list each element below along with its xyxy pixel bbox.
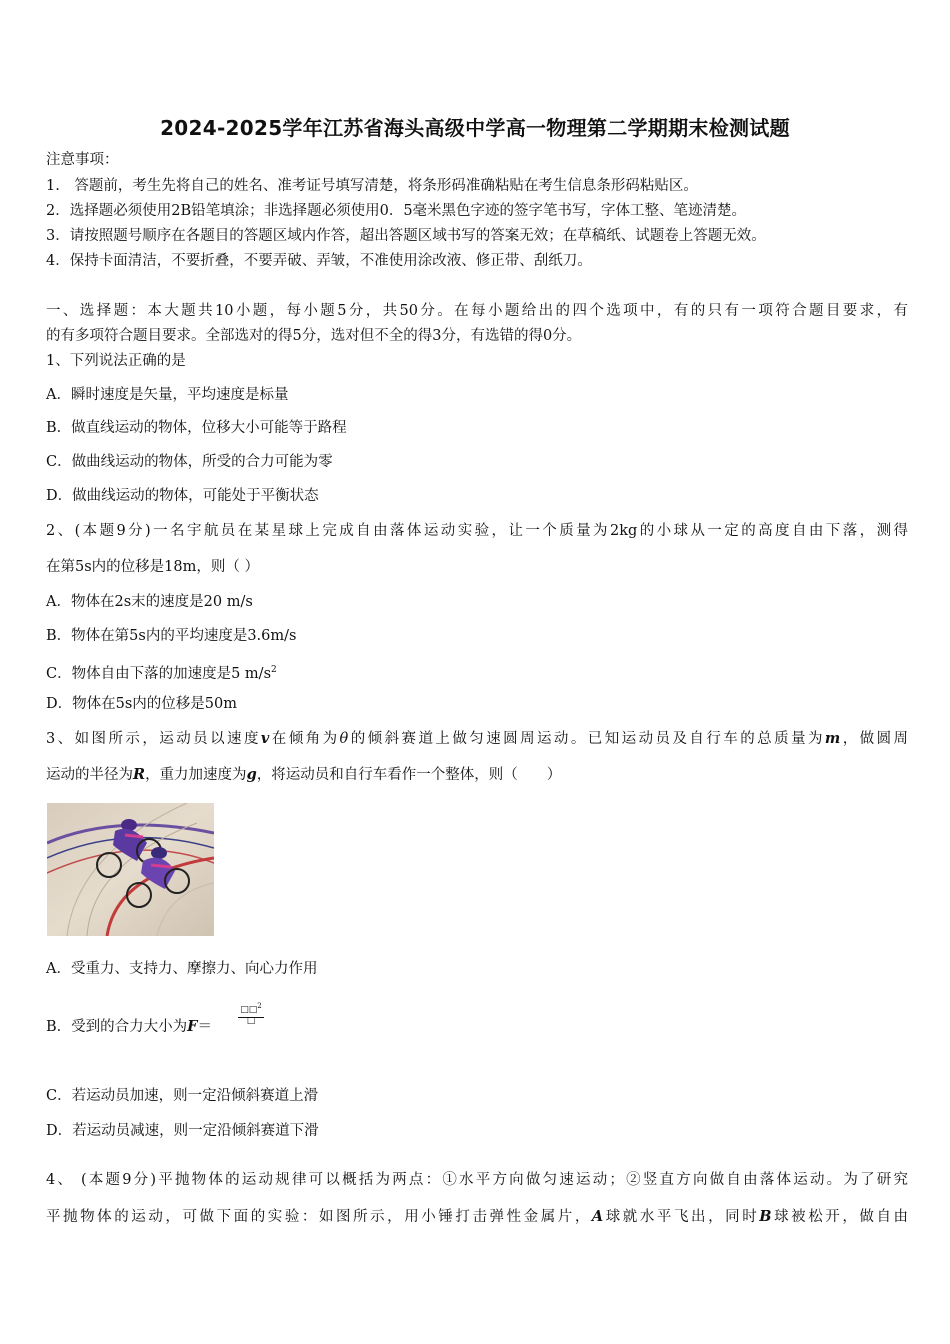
q1-option-a[interactable]: A．瞬时速度是矢量，平均速度是标量 <box>46 387 289 403</box>
q2-stem-line-2: 在第5s内的位移是18m，则（ ） <box>46 559 259 575</box>
q3-option-b-text: B．受到的合力大小为 <box>46 1019 188 1035</box>
var-f: F <box>187 1018 198 1035</box>
q3-option-c[interactable]: C．若运动员加速，则一定沿倾斜赛道上滑 <box>46 1088 319 1104</box>
q3-stem-text: 3、如图所示，运动员以速度 <box>46 731 261 747</box>
q1-option-d[interactable]: D．做曲线运动的物体，可能处于平衡状态 <box>46 488 319 504</box>
q2-stem-line-1: 2、(本题9分)一名宇航员在某星球上完成自由落体运动实验，让一个质量为2kg的小球从一定的高度自由下落，测得 <box>46 523 908 539</box>
q4-stem-line-2 <box>46 1207 908 1227</box>
q1-stem: 1、下列说法正确的是 <box>46 353 186 369</box>
cyclists-photo <box>47 803 214 936</box>
page-title: 2024-2025学年江苏省海头高级中学高一物理第二学期期末检测试题 <box>160 116 790 140</box>
q1-option-b[interactable]: B．做直线运动的物体，位移大小可能等于路程 <box>46 420 347 436</box>
q3-option-b[interactable] <box>46 1017 908 1037</box>
q2-option-a[interactable]: A．物体在2s末的速度是20 m/s <box>46 594 253 610</box>
q3-stem-text: ，将运动员和自行车看作一个整体，则（ ） <box>256 767 562 783</box>
q1-option-c[interactable]: C．做曲线运动的物体，所受的合力可能为零 <box>46 454 333 470</box>
var-theta: θ <box>339 731 349 747</box>
q3-option-a[interactable]: A．受重力、支持力、摩擦力、向心力作用 <box>46 961 318 977</box>
q3-stem-text: ，做圆周 <box>840 731 909 747</box>
q2-option-c[interactable] <box>46 660 908 684</box>
q2-option-b[interactable]: B．物体在第5s内的平均速度是3.6m/s <box>46 628 297 644</box>
q3-stem-line-2 <box>46 765 908 785</box>
var-v: v <box>260 730 270 747</box>
var-a: A <box>591 1208 604 1225</box>
q2-option-d[interactable]: D．物体在5s内的位移是50m <box>46 696 237 712</box>
q2-option-c-text: C．物体自由下落的加速度是5 m/s <box>46 666 272 682</box>
var-b: B <box>759 1208 772 1225</box>
notice-heading: 注意事项： <box>46 152 119 168</box>
section-instructions-line-2: 的有多项符合题目要求。全部选对的得5分，选对但不全的得3分，有选错的得0分。 <box>46 328 582 344</box>
section-instructions-line-1: 一、选择题：本大题共10小题，每小题5分，共50分。在每小题给出的四个选项中，有的只有一项符合题目要求，有 <box>46 303 908 319</box>
q3-stem-line-1 <box>46 729 908 749</box>
q4-stem-text: 平抛物体的运动，可做下面的实验：如图所示，用小锤打击弹性金属片， <box>46 1209 592 1225</box>
q3-stem-text: 运动的半径为 <box>46 767 133 783</box>
q3-stem-text: 的倾斜赛道上做匀速圆周运动。已知运动员及自行车的总质量为 <box>348 731 825 747</box>
q3-stem-text: 在倾角为 <box>269 731 340 747</box>
equals-sign: ＝ <box>197 1019 212 1035</box>
fraction-formula <box>238 1001 264 1031</box>
velodrome-illustration <box>47 803 214 936</box>
q3-option-d[interactable]: D．若运动员减速，则一定沿倾斜赛道下滑 <box>46 1123 319 1139</box>
q4-stem-text: 球被松开，做自由 <box>771 1209 909 1225</box>
q3-stem-text: ，重力加速度为 <box>145 767 247 783</box>
q4-stem-line-1: 4、 (本题9分)平抛物体的运动规律可以概括为两点：①水平方向做匀速运动；②竖直方向做自由落体运动。为了研究 <box>46 1172 908 1188</box>
notice-item-3: 3．请按照题号顺序在各题目的答题区域内作答，超出答题区域书写的答案无效；在草稿纸、试题卷上答题无效。 <box>46 228 766 244</box>
notice-item-2: 2．选择题必须使用2B铅笔填涂；非选择题必须使用0．5毫米黑色字迹的签字笔书写，字体工整、笔迹清楚。 <box>46 203 747 219</box>
q2-option-c-superscript: 2 <box>271 665 277 675</box>
numerator-exponent: 2 <box>257 1002 262 1010</box>
var-m: m <box>824 730 841 747</box>
numerator-glyphs: □□ <box>240 1005 258 1015</box>
var-g: g <box>246 766 257 783</box>
q4-stem-text: 球就水平飞出，同时 <box>603 1209 760 1225</box>
notice-item-1: 1. 答题前，考生先将自己的姓名、准考证号填写清楚，将条形码准确粘贴在考生信息条形码粘贴区。 <box>46 178 698 194</box>
var-r: R <box>133 766 146 783</box>
fraction-denominator: □ <box>246 1016 256 1026</box>
notice-item-4: 4．保持卡面清洁，不要折叠，不要弄破、弄皱，不准使用涂改液、修正带、刮纸刀。 <box>46 253 592 269</box>
